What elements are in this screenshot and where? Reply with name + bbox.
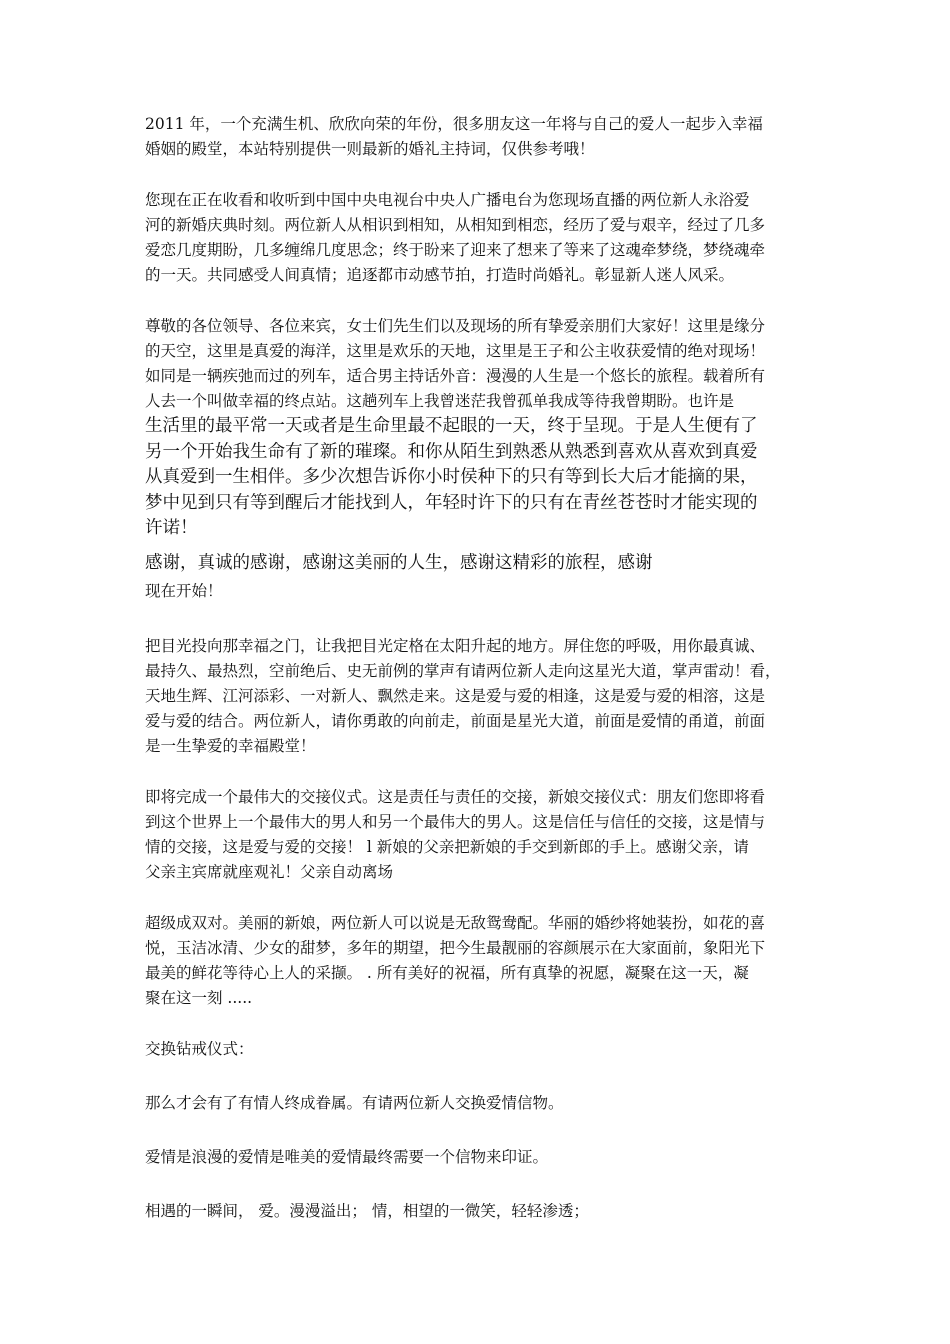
text-line: 许诺！ xyxy=(145,518,198,538)
text-line: 爱恋几度期盼，几多缠绵几度思念；终于盼来了迎来了想来了等来了这魂牵梦绕，梦绕魂牵 xyxy=(145,241,766,259)
text-line: 最美的鲜花等待心上人的采撷。 . 所有美好的祝福，所有真挚的祝愿，凝聚在这一天，凝 xyxy=(145,963,749,982)
text-line: 感谢，真诚的感谢，感谢这美丽的人生，感谢这精彩的旅程，感谢 xyxy=(145,552,653,573)
text-line: 是一生挚爱的幸福殿堂！ xyxy=(145,736,316,755)
text-line: 那么才会有了有情人终成眷属。有请两位新人交换爱情信物。 xyxy=(145,1093,564,1112)
text-line: 情的交接，这是爱与爱的交接！ l 新娘的父亲把新娘的手交到新郎的手上。感谢父亲，请 xyxy=(145,837,749,856)
text-line: 尊敬的各位领导、各位来宾，女士们先生们以及现场的所有挚爱亲朋们大家好！这里是缘分 xyxy=(145,317,766,335)
text-line: 从真爱到一生相伴。多少次想告诉你小时侯种下的只有等到长大后才能摘的果， xyxy=(145,467,758,487)
text-line: 婚姻的殿堂，本站特别提供一则最新的婚礼主持词，仅供参考哦！ xyxy=(145,140,595,158)
text-line: 即将完成一个最伟大的交接仪式。这是责任与责任的交接，新娘交接仪式：朋友们您即将看 xyxy=(145,787,766,806)
text-line: 把目光投向那幸福之门，让我把目光定格在太阳升起的地方。屏住您的呼吸，用你最真诚、 xyxy=(145,636,766,655)
text-line: 到这个世界上一个最伟大的男人和另一个最伟大的男人。这是信任与信任的交接，这是情与 xyxy=(145,812,766,831)
text-line: 父亲主宾席就座观礼！父亲自动离场 xyxy=(145,862,394,881)
text-line: 最持久、最热烈，空前绝后、史无前例的掌声有请两位新人走向这星光大道，掌声雷动！看， xyxy=(145,661,781,680)
text-line: 相遇的一瞬间， 爱。漫漫溢出； 情，相望的一微笑，轻轻渗透； xyxy=(145,1201,589,1220)
text-line: 的一天。共同感受人间真情；追逐都市动感节拍，打造时尚婚礼。彰显新人迷人风采。 xyxy=(145,266,735,284)
ring-paragraph-3 xyxy=(145,1199,810,1224)
text-line: 爱情是浪漫的爱情是唯美的爱情最终需要一个信物来印证。 xyxy=(145,1147,549,1166)
ring-paragraph-2 xyxy=(145,1145,810,1170)
text-line: 聚在这一刻 ..... xyxy=(145,988,253,1007)
text-line: 天地生辉、江河添彩、一对新人、飘然走来。这是爱与爱的相逢，这是爱与爱的相溶，这是 xyxy=(145,686,766,705)
text-line: 另一个开始我生命有了新的璀璨。和你从陌生到熟悉从熟悉到喜欢从喜欢到真爱 xyxy=(145,441,758,462)
broadcast-paragraph xyxy=(145,188,810,288)
text-line: 人去一个叫做幸福的终点站。这趟列车上我曾迷茫我曾孤单我成等待我曾期盼。也许是 xyxy=(145,392,735,410)
handover-paragraph xyxy=(145,785,810,885)
ring-title xyxy=(145,1037,810,1062)
text-line: 2011 年，一个充满生机、欣欣向荣的年份，很多朋友这一年将与自己的爱人一起步入幸福 xyxy=(145,115,763,133)
couple-paragraph xyxy=(145,911,810,1011)
thanks-paragraph xyxy=(145,548,810,604)
text-line: 梦中见到只有等到醒后才能找到人，年轻时许下的只有在青丝苍苍时才能实现的 xyxy=(145,492,758,513)
document-body xyxy=(145,112,810,1253)
text-line: 您现在正在收看和收听到中国中央电视台中央人广播电台为您现场直播的两位新人永浴爱 xyxy=(145,191,750,209)
text-line: 悦，玉洁冰清、少女的甜梦，多年的期望，把今生最靓丽的容颜展示在大家面前，象阳光下 xyxy=(145,938,766,957)
text-line: 河的新婚庆典时刻。两位新人从相识到相知，从相知到相恋，经历了爱与艰辛，经过了几多 xyxy=(145,216,766,234)
text-line: 如同是一辆疾弛而过的列车，适合男主持话外音：漫漫的人生是一个悠长的旅程。载着所有 xyxy=(145,367,766,385)
text-line: 爱与爱的结合。两位新人，请你勇敢的向前走，前面是星光大道，前面是爱情的甬道，前面 xyxy=(145,711,766,730)
greeting-paragraph xyxy=(145,314,810,542)
text-line: 生活里的最平常一天或者是生命里最不起眼的一天，终于呈现。于是人生便有了 xyxy=(145,416,758,436)
text-line: 现在开始！ xyxy=(145,581,223,600)
text-line: 的天空，这里是真爱的海洋，这里是欢乐的天地，这里是王子和公主收获爱情的绝对现场！ xyxy=(145,342,766,360)
intro-paragraph xyxy=(145,112,810,162)
text-line: 交换钻戒仪式： xyxy=(145,1039,254,1058)
ring-paragraph-1 xyxy=(145,1091,810,1116)
entrance-paragraph xyxy=(145,634,810,759)
text-line: 超级成双对。美丽的新娘，两位新人可以说是无敌鸳鸯配。华丽的婚纱将她装扮，如花的喜 xyxy=(145,913,766,932)
